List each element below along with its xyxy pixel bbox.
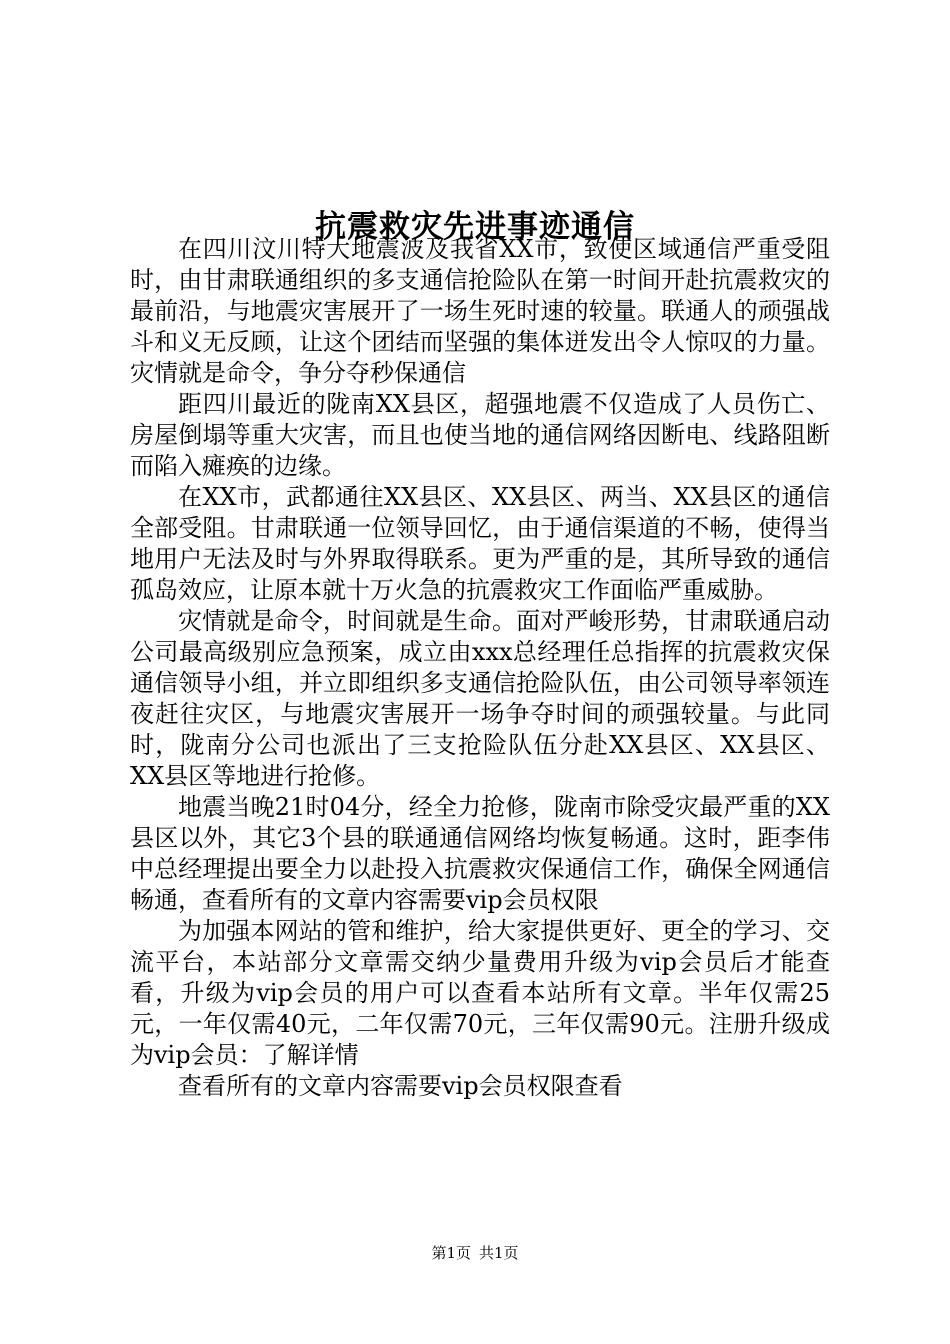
- page-total: 共1页: [479, 1244, 519, 1262]
- paragraph-7: 查看所有的文章内容需要vip会员权限查看: [178, 1072, 623, 1100]
- paragraph-1: 在四川汶川特大地震波及我省XX市，致使区域通信严重受阻时，由甘肃联通组织的多支通信抢险队在第一时间开赴抗震救灾的最前沿，与地震灾害展开了一场生死时速的较量。联通人的顽强战斗和义无反顾，让这个团结而坚强的集体迸发出令人惊叹的力量。灾情就是命令，争分夺秒保通信: [130, 235, 830, 387]
- paragraph-2: 距四川最近的陇南XX县区，超强地震不仅造成了人员伤亡、房屋倒塌等重大灾害，而且也使当地的通信网络因断电、线路阻断而陷入瘫痪的边缘。: [130, 390, 830, 480]
- document-title: 抗震救灾先进事迹通信: [315, 208, 635, 245]
- paragraph-4: 灾情就是命令，时间就是生命。面对严峻形势，甘肃联通启动公司最高级别应急预案，成立由xxx总经理任总指挥的抗震救灾保通信领导小组，并立即组织多支通信抢险队伍，由公司领导率领连夜赶往灾区，与地震灾害展开一场争夺时间的顽强较量。与此同时，陇南分公司也派出了三支抢险队伍分赴XX县区、XX县区、XX县区等地进行抢修。: [130, 607, 830, 790]
- paragraph-3: 在XX市，武都通往XX县区、XX县区、两当、XX县区的通信全部受阻。甘肃联通一位领导回忆，由于通信渠道的不畅，使得当地用户无法及时与外界取得联系。更为严重的是，其所导致的通信孤岛效应，让原本就十万火急的抗震救灾工作面临严重威胁。: [130, 483, 830, 604]
- paragraph-6: 为加强本网站的管和维护，给大家提供更好、更全的学习、交流平台，本站部分文章需交纳少量费用升级为vip会员后才能查看，升级为vip会员的用户可以查看本站所有文章。半年仅需25元，一年仅需40元，二年仅需70元，三年仅需90元。注册升级成为vip会员：了解详情: [130, 917, 830, 1069]
- document-body: [130, 234, 830, 1102]
- page-footer: [0, 1243, 950, 1263]
- paragraph-5: 地震当晚21时04分，经全力抢修，陇南市除受灾最严重的XX县区以外，其它3个县的联通通信网络均恢复畅通。这时，距李伟中总经理提出要全力以赴投入抗震救灾保通信工作，确保全网通信畅通，查看所有的文章内容需要vip会员权限: [130, 793, 830, 914]
- page-number: 第1页: [431, 1244, 471, 1262]
